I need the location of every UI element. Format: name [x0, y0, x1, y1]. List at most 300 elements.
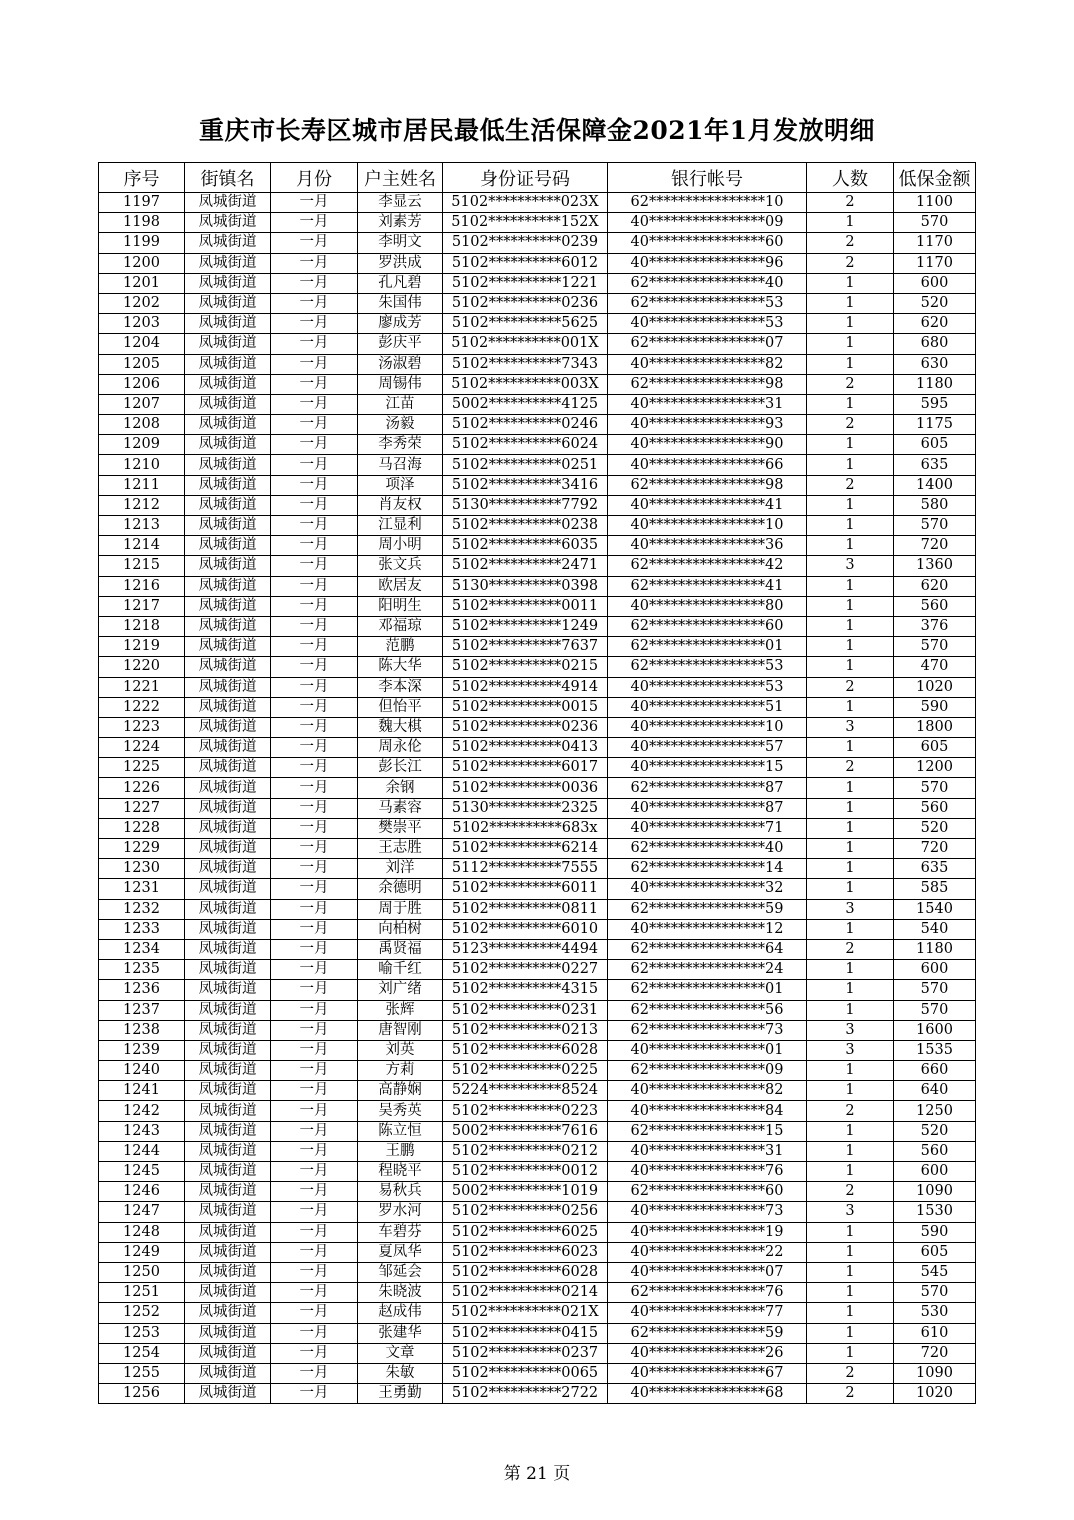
cell-street: 凤城街道: [185, 273, 271, 293]
table-row: [99, 1162, 976, 1182]
cell-householder: 李显云: [358, 193, 443, 213]
cell-month: 一月: [271, 1182, 358, 1202]
cell-id-number: 5102**********001X: [443, 334, 608, 354]
cell-amount: 1020: [894, 677, 976, 697]
cell-amount: 570: [894, 778, 976, 798]
cell-month: 一月: [271, 1283, 358, 1303]
cell-month: 一月: [271, 758, 358, 778]
cell-month: 一月: [271, 919, 358, 939]
cell-index: 1240: [99, 1061, 185, 1081]
cell-month: 一月: [271, 233, 358, 253]
cell-id-number: 5102**********7637: [443, 637, 608, 657]
cell-index: 1214: [99, 536, 185, 556]
cell-month: 一月: [271, 1162, 358, 1182]
cell-id-number: 5102**********0811: [443, 899, 608, 919]
cell-people-count: 1: [807, 960, 894, 980]
cell-people-count: 1: [807, 1303, 894, 1323]
cell-people-count: 1: [807, 455, 894, 475]
cell-street: 凤城街道: [185, 818, 271, 838]
table-row: [99, 1061, 976, 1081]
table-row: [99, 293, 976, 313]
cell-bank-account: 62****************15: [608, 1121, 807, 1141]
cell-index: 1244: [99, 1141, 185, 1161]
cell-index: 1242: [99, 1101, 185, 1121]
cell-people-count: 1: [807, 516, 894, 536]
cell-amount: 590: [894, 697, 976, 717]
cell-index: 1198: [99, 213, 185, 233]
cell-householder: 高静娴: [358, 1081, 443, 1101]
cell-bank-account: 40****************31: [608, 394, 807, 414]
table-row: [99, 455, 976, 475]
cell-street: 凤城街道: [185, 1121, 271, 1141]
cell-bank-account: 40****************31: [608, 1141, 807, 1161]
cell-index: 1204: [99, 334, 185, 354]
cell-street: 凤城街道: [185, 859, 271, 879]
cell-amount: 600: [894, 1162, 976, 1182]
cell-street: 凤城街道: [185, 475, 271, 495]
cell-bank-account: 62****************41: [608, 576, 807, 596]
cell-index: 1255: [99, 1363, 185, 1383]
cell-index: 1251: [99, 1283, 185, 1303]
cell-id-number: 5102**********6035: [443, 536, 608, 556]
cell-street: 凤城街道: [185, 556, 271, 576]
cell-people-count: 3: [807, 717, 894, 737]
cell-index: 1239: [99, 1040, 185, 1060]
cell-householder: 范鹏: [358, 637, 443, 657]
cell-householder: 马召海: [358, 455, 443, 475]
cell-index: 1199: [99, 233, 185, 253]
cell-month: 一月: [271, 1040, 358, 1060]
cell-amount: 1180: [894, 374, 976, 394]
cell-amount: 560: [894, 596, 976, 616]
cell-id-number: 5102**********0036: [443, 778, 608, 798]
cell-amount: 630: [894, 354, 976, 374]
cell-bank-account: 62****************40: [608, 839, 807, 859]
cell-month: 一月: [271, 697, 358, 717]
cell-street: 凤城街道: [185, 1262, 271, 1282]
cell-id-number: 5102**********0246: [443, 415, 608, 435]
table-row: [99, 1141, 976, 1161]
cell-amount: 1400: [894, 475, 976, 495]
cell-street: 凤城街道: [185, 1020, 271, 1040]
cell-householder: 余钢: [358, 778, 443, 798]
cell-street: 凤城街道: [185, 697, 271, 717]
cell-id-number: 5102**********0413: [443, 738, 608, 758]
cell-month: 一月: [271, 1020, 358, 1040]
cell-index: 1228: [99, 818, 185, 838]
cell-householder: 刘素芳: [358, 213, 443, 233]
cell-householder: 朱晓波: [358, 1283, 443, 1303]
table-row: [99, 475, 976, 495]
table-row: [99, 859, 976, 879]
cell-people-count: 1: [807, 576, 894, 596]
cell-householder: 张建华: [358, 1323, 443, 1343]
cell-householder: 王鹏: [358, 1141, 443, 1161]
cell-index: 1215: [99, 556, 185, 576]
cell-street: 凤城街道: [185, 193, 271, 213]
cell-people-count: 3: [807, 1020, 894, 1040]
cell-street: 凤城街道: [185, 455, 271, 475]
cell-id-number: 5102**********0236: [443, 293, 608, 313]
table-row: [99, 616, 976, 636]
cell-people-count: 1: [807, 1343, 894, 1363]
cell-month: 一月: [271, 556, 358, 576]
cell-people-count: 1: [807, 334, 894, 354]
cell-id-number: 5102**********0256: [443, 1202, 608, 1222]
cell-people-count: 1: [807, 495, 894, 515]
cell-people-count: 2: [807, 1363, 894, 1383]
cell-street: 凤城街道: [185, 495, 271, 515]
cell-people-count: 1: [807, 637, 894, 657]
cell-month: 一月: [271, 980, 358, 1000]
table-row: [99, 1040, 976, 1060]
cell-people-count: 1: [807, 1000, 894, 1020]
cell-bank-account: 62****************07: [608, 334, 807, 354]
cell-id-number: 5102**********0065: [443, 1363, 608, 1383]
cell-people-count: 2: [807, 677, 894, 697]
cell-index: 1212: [99, 495, 185, 515]
cell-month: 一月: [271, 1242, 358, 1262]
cell-index: 1231: [99, 879, 185, 899]
cell-index: 1207: [99, 394, 185, 414]
table-row: [99, 1283, 976, 1303]
cell-index: 1229: [99, 839, 185, 859]
table-row: [99, 697, 976, 717]
col-header-index: 序号: [99, 163, 185, 193]
table-row: [99, 1343, 976, 1363]
cell-month: 一月: [271, 1222, 358, 1242]
cell-month: 一月: [271, 1141, 358, 1161]
cell-amount: 1530: [894, 1202, 976, 1222]
cell-people-count: 1: [807, 738, 894, 758]
cell-month: 一月: [271, 354, 358, 374]
cell-people-count: 1: [807, 919, 894, 939]
cell-amount: 680: [894, 334, 976, 354]
cell-index: 1206: [99, 374, 185, 394]
cell-street: 凤城街道: [185, 980, 271, 1000]
table-row: [99, 536, 976, 556]
cell-people-count: 1: [807, 1262, 894, 1282]
table-row: [99, 778, 976, 798]
cell-amount: 570: [894, 213, 976, 233]
cell-index: 1235: [99, 960, 185, 980]
table-row: [99, 899, 976, 919]
cell-amount: 560: [894, 1141, 976, 1161]
cell-householder: 夏凤华: [358, 1242, 443, 1262]
cell-householder: 陈大华: [358, 657, 443, 677]
cell-bank-account: 40****************22: [608, 1242, 807, 1262]
cell-street: 凤城街道: [185, 213, 271, 233]
cell-id-number: 5102**********6012: [443, 253, 608, 273]
cell-amount: 605: [894, 435, 976, 455]
cell-amount: 620: [894, 576, 976, 596]
cell-householder: 程晓平: [358, 1162, 443, 1182]
cell-people-count: 1: [807, 839, 894, 859]
cell-id-number: 5102**********6023: [443, 1242, 608, 1262]
cell-householder: 易秋兵: [358, 1182, 443, 1202]
table-row: [99, 1262, 976, 1282]
cell-month: 一月: [271, 334, 358, 354]
cell-street: 凤城街道: [185, 374, 271, 394]
cell-id-number: 5102**********0012: [443, 1162, 608, 1182]
cell-month: 一月: [271, 415, 358, 435]
cell-month: 一月: [271, 1081, 358, 1101]
table-row: [99, 1101, 976, 1121]
table-row: [99, 1020, 976, 1040]
table-row: [99, 516, 976, 536]
cell-householder: 刘广绪: [358, 980, 443, 1000]
cell-people-count: 1: [807, 778, 894, 798]
cell-index: 1254: [99, 1343, 185, 1363]
cell-id-number: 5102**********6214: [443, 839, 608, 859]
cell-people-count: 3: [807, 899, 894, 919]
cell-street: 凤城街道: [185, 1141, 271, 1161]
cell-street: 凤城街道: [185, 536, 271, 556]
cell-householder: 刘洋: [358, 859, 443, 879]
cell-street: 凤城街道: [185, 1182, 271, 1202]
cell-month: 一月: [271, 293, 358, 313]
cell-bank-account: 62****************01: [608, 637, 807, 657]
table-row: [99, 1363, 976, 1383]
cell-street: 凤城街道: [185, 233, 271, 253]
cell-people-count: 2: [807, 475, 894, 495]
cell-id-number: 5102**********6028: [443, 1040, 608, 1060]
cell-month: 一月: [271, 576, 358, 596]
cell-month: 一月: [271, 657, 358, 677]
cell-bank-account: 40****************53: [608, 314, 807, 334]
cell-bank-account: 40****************19: [608, 1222, 807, 1242]
cell-id-number: 5130**********7792: [443, 495, 608, 515]
cell-bank-account: 62****************98: [608, 475, 807, 495]
cell-street: 凤城街道: [185, 778, 271, 798]
cell-amount: 1170: [894, 253, 976, 273]
cell-amount: 605: [894, 738, 976, 758]
cell-people-count: 2: [807, 415, 894, 435]
cell-people-count: 2: [807, 193, 894, 213]
cell-amount: 660: [894, 1061, 976, 1081]
cell-street: 凤城街道: [185, 677, 271, 697]
cell-month: 一月: [271, 1101, 358, 1121]
cell-month: 一月: [271, 1303, 358, 1323]
cell-householder: 周永伦: [358, 738, 443, 758]
cell-street: 凤城街道: [185, 1343, 271, 1363]
cell-people-count: 1: [807, 394, 894, 414]
cell-bank-account: 62****************60: [608, 1182, 807, 1202]
cell-month: 一月: [271, 717, 358, 737]
cell-id-number: 5102**********0239: [443, 233, 608, 253]
cell-householder: 孔凡碧: [358, 273, 443, 293]
table-row: [99, 1121, 976, 1141]
cell-street: 凤城街道: [185, 839, 271, 859]
table-row: [99, 758, 976, 778]
cell-householder: 廖成芳: [358, 314, 443, 334]
cell-street: 凤城街道: [185, 253, 271, 273]
cell-index: 1217: [99, 596, 185, 616]
cell-id-number: 5102**********1249: [443, 616, 608, 636]
cell-index: 1230: [99, 859, 185, 879]
cell-people-count: 1: [807, 798, 894, 818]
table-row: [99, 798, 976, 818]
cell-id-number: 5102**********0213: [443, 1020, 608, 1040]
cell-householder: 彭长江: [358, 758, 443, 778]
cell-street: 凤城街道: [185, 354, 271, 374]
document-title: 重庆市长寿区城市居民最低生活保障金2021年1月发放明细: [199, 116, 875, 145]
cell-id-number: 5102**********6017: [443, 758, 608, 778]
cell-amount: 600: [894, 273, 976, 293]
cell-householder: 禹贤福: [358, 939, 443, 959]
cell-street: 凤城街道: [185, 798, 271, 818]
cell-id-number: 5102**********0227: [443, 960, 608, 980]
cell-street: 凤城街道: [185, 738, 271, 758]
cell-index: 1209: [99, 435, 185, 455]
cell-bank-account: 40****************76: [608, 1162, 807, 1182]
cell-id-number: 5102**********4914: [443, 677, 608, 697]
cell-index: 1232: [99, 899, 185, 919]
cell-index: 1222: [99, 697, 185, 717]
cell-index: 1216: [99, 576, 185, 596]
cell-amount: 1170: [894, 233, 976, 253]
col-header-householder: 户主姓名: [358, 163, 443, 193]
cell-householder: 阳明生: [358, 596, 443, 616]
cell-id-number: 5123**********4494: [443, 939, 608, 959]
cell-index: 1250: [99, 1262, 185, 1282]
cell-id-number: 5002**********1019: [443, 1182, 608, 1202]
cell-street: 凤城街道: [185, 1040, 271, 1060]
cell-bank-account: 40****************10: [608, 717, 807, 737]
cell-id-number: 5002**********7616: [443, 1121, 608, 1141]
cell-month: 一月: [271, 1061, 358, 1081]
cell-people-count: 1: [807, 1121, 894, 1141]
table-row: [99, 233, 976, 253]
cell-month: 一月: [271, 616, 358, 636]
cell-id-number: 5102**********3416: [443, 475, 608, 495]
cell-id-number: 5102**********0231: [443, 1000, 608, 1020]
cell-amount: 570: [894, 516, 976, 536]
cell-householder: 赵成伟: [358, 1303, 443, 1323]
cell-people-count: 2: [807, 1182, 894, 1202]
cell-bank-account: 40****************53: [608, 677, 807, 697]
cell-householder: 汤毅: [358, 415, 443, 435]
cell-people-count: 3: [807, 1040, 894, 1060]
cell-id-number: 5102**********2722: [443, 1384, 608, 1404]
cell-month: 一月: [271, 899, 358, 919]
cell-index: 1197: [99, 193, 185, 213]
cell-amount: 1180: [894, 939, 976, 959]
cell-bank-account: 40****************87: [608, 798, 807, 818]
cell-householder: 王勇勤: [358, 1384, 443, 1404]
cell-id-number: 5102**********0214: [443, 1283, 608, 1303]
cell-month: 一月: [271, 374, 358, 394]
cell-index: 1245: [99, 1162, 185, 1182]
cell-id-number: 5102**********6028: [443, 1262, 608, 1282]
cell-people-count: 1: [807, 293, 894, 313]
cell-index: 1223: [99, 717, 185, 737]
table-row: [99, 314, 976, 334]
table-row: [99, 1323, 976, 1343]
table-row: [99, 818, 976, 838]
cell-amount: 520: [894, 1121, 976, 1141]
cell-amount: 1360: [894, 556, 976, 576]
cell-householder: 刘英: [358, 1040, 443, 1060]
table-row: [99, 556, 976, 576]
cell-amount: 1020: [894, 1384, 976, 1404]
table-row: [99, 193, 976, 213]
table-row: [99, 334, 976, 354]
table-row: [99, 960, 976, 980]
table-row: [99, 596, 976, 616]
cell-bank-account: 40****************71: [608, 818, 807, 838]
cell-amount: 1090: [894, 1182, 976, 1202]
cell-index: 1226: [99, 778, 185, 798]
cell-bank-account: 40****************66: [608, 455, 807, 475]
cell-month: 一月: [271, 1363, 358, 1383]
cell-bank-account: 40****************36: [608, 536, 807, 556]
cell-id-number: 5102**********0238: [443, 516, 608, 536]
cell-street: 凤城街道: [185, 879, 271, 899]
cell-month: 一月: [271, 495, 358, 515]
cell-bank-account: 62****************59: [608, 899, 807, 919]
cell-amount: 520: [894, 818, 976, 838]
cell-bank-account: 40****************67: [608, 1363, 807, 1383]
table-row: [99, 273, 976, 293]
cell-id-number: 5130**********0398: [443, 576, 608, 596]
cell-street: 凤城街道: [185, 657, 271, 677]
cell-amount: 605: [894, 1242, 976, 1262]
cell-street: 凤城街道: [185, 616, 271, 636]
cell-index: 1203: [99, 314, 185, 334]
table-row: [99, 919, 976, 939]
cell-amount: 376: [894, 616, 976, 636]
cell-id-number: 5224**********8524: [443, 1081, 608, 1101]
cell-people-count: 1: [807, 1061, 894, 1081]
table-row: [99, 939, 976, 959]
cell-people-count: 1: [807, 1323, 894, 1343]
cell-amount: 530: [894, 1303, 976, 1323]
cell-amount: 590: [894, 1222, 976, 1242]
cell-bank-account: 62****************76: [608, 1283, 807, 1303]
cell-index: 1243: [99, 1121, 185, 1141]
cell-householder: 周小明: [358, 536, 443, 556]
cell-bank-account: 40****************41: [608, 495, 807, 515]
cell-householder: 邹延会: [358, 1262, 443, 1282]
cell-bank-account: 40****************51: [608, 697, 807, 717]
cell-bank-account: 62****************42: [608, 556, 807, 576]
cell-index: 1201: [99, 273, 185, 293]
table-row: [99, 657, 976, 677]
cell-bank-account: 40****************90: [608, 435, 807, 455]
cell-people-count: 2: [807, 1101, 894, 1121]
table-row: [99, 213, 976, 233]
cell-street: 凤城街道: [185, 415, 271, 435]
col-header-bank-account: 银行帐号: [608, 163, 807, 193]
cell-householder: 邓福琼: [358, 616, 443, 636]
cell-people-count: 1: [807, 273, 894, 293]
cell-people-count: 1: [807, 1081, 894, 1101]
cell-householder: 魏大棋: [358, 717, 443, 737]
cell-people-count: 1: [807, 536, 894, 556]
cell-amount: 470: [894, 657, 976, 677]
cell-id-number: 5102**********0225: [443, 1061, 608, 1081]
cell-street: 凤城街道: [185, 334, 271, 354]
table-body: [99, 193, 976, 1404]
cell-bank-account: 40****************96: [608, 253, 807, 273]
cell-bank-account: 40****************82: [608, 354, 807, 374]
cell-month: 一月: [271, 637, 358, 657]
cell-month: 一月: [271, 939, 358, 959]
cell-index: 1205: [99, 354, 185, 374]
cell-month: 一月: [271, 516, 358, 536]
cell-people-count: 1: [807, 596, 894, 616]
